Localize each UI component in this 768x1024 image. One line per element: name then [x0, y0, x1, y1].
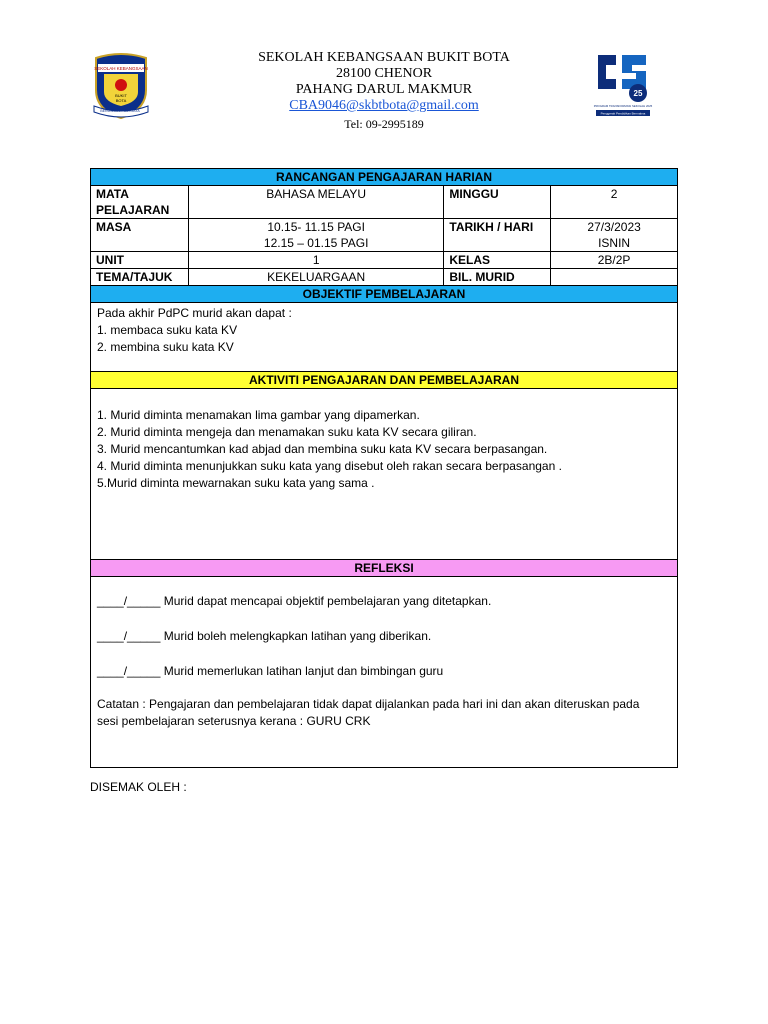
- rph-title-bar: RANCANGAN PENGAJARAN HARIAN: [91, 169, 678, 186]
- logo-number: 25: [633, 89, 643, 98]
- objektif-bar: OBJEKTIF PEMBELAJARAN: [91, 286, 678, 303]
- logo-program-text: PROGRAM TRANSFORMASI SEKOLAH 2025: [593, 104, 653, 108]
- aktiviti-item-4: 4. Murid diminta menunjukkan suku kata yang disebut oleh rakan secara berpasangan .: [97, 459, 562, 473]
- label-mata-pelajaran: MATA PELAJARAN: [91, 186, 189, 219]
- row-masa: [91, 219, 678, 252]
- school-name: SEKOLAH KEBANGSAAN BUKIT BOTA: [258, 50, 510, 65]
- school-email-link[interactable]: CBA9046@skbtbota@gmail.com: [289, 98, 479, 113]
- crest-text-bota: BOTA: [115, 98, 127, 103]
- value-kelas: 2B/2P: [551, 252, 678, 269]
- row-unit: [91, 252, 678, 269]
- crest-text-bukit: BUKIT: [115, 93, 127, 98]
- masa-line-2: 12.15 – 01.15 PAGI: [263, 236, 369, 250]
- refleksi-content: [91, 577, 678, 768]
- objektif-item-2: 2. membina suku kata KV: [97, 340, 234, 354]
- value-tema: KEKELUARGAAN: [188, 269, 443, 286]
- crest-text-top: SEKOLAH KEBANGSAAN: [94, 66, 148, 71]
- masa-line-1: 10.15- 11.15 PAGI: [267, 220, 365, 234]
- crest-motto-1: BERUSAHA: [100, 109, 120, 113]
- aktiviti-item-1: 1. Murid diminta menamakan lima gambar yang dipamerkan.: [97, 408, 420, 422]
- aktiviti-item-3: 3. Murid mencantumkan kad abjad dan membina suku kata KV secara berpasangan.: [97, 442, 548, 456]
- row-tema: [91, 269, 678, 286]
- aktiviti-item-5: 5.Murid diminta mewarnakan suku kata yang sama .: [97, 476, 375, 490]
- value-tarikh-hari: [551, 219, 678, 252]
- objektif-content: [91, 303, 678, 372]
- transformation-logo-icon: [592, 47, 654, 120]
- label-minggu: MINGGU: [444, 186, 551, 219]
- label-tema: TEMA/TAJUK: [91, 269, 189, 286]
- objektif-intro: Pada akhir PdPC murid akan dapat :: [97, 306, 292, 320]
- refleksi-item-3: ____/_____ Murid memerlukan latihan lanjut dan bimbingan guru: [97, 664, 444, 678]
- school-state: PAHANG DARUL MAKMUR: [295, 82, 473, 97]
- catatan-line-1: Catatan : Pengajaran dan pembelajaran tidak dapat dijalankan pada hari ini dan akan diteruskan pada: [97, 697, 640, 711]
- crest-motto-2: BERJAYA: [124, 109, 140, 113]
- label-unit: UNIT: [91, 252, 189, 269]
- label-tarikh-hari: TARIKH / HARI: [444, 219, 551, 252]
- objektif-item-1: 1. membaca suku kata KV: [97, 323, 238, 337]
- tarikh-value: 27/3/2023: [587, 220, 641, 234]
- label-kelas: KELAS: [444, 252, 551, 269]
- value-minggu: 2: [551, 186, 678, 219]
- rph-table: [90, 168, 678, 768]
- school-tel: Tel: 09-2995189: [344, 117, 424, 131]
- refleksi-bar: REFLEKSI: [91, 560, 678, 577]
- value-unit: 1: [188, 252, 443, 269]
- disemak-label: DISEMAK OLEH :: [90, 780, 187, 794]
- aktiviti-content: [91, 389, 678, 560]
- refleksi-item-2: ____/_____ Murid boleh melengkapkan latihan yang diberikan.: [97, 629, 432, 643]
- logo-tagline: Penggerak Pendidikan Bermakna: [600, 111, 646, 116]
- row-mata-pelajaran: [91, 186, 678, 219]
- value-mata-pelajaran: BAHASA MELAYU: [188, 186, 443, 219]
- refleksi-item-1: ____/_____ Murid dapat mencapai objektif pembelajaran yang ditetapkan.: [97, 594, 492, 608]
- value-bil-murid: [551, 269, 678, 286]
- label-masa: MASA: [91, 219, 189, 252]
- label-bil-murid: BIL. MURID: [444, 269, 551, 286]
- hari-value: ISNIN: [598, 236, 631, 250]
- school-postcode: 28100 CHENOR: [335, 66, 433, 81]
- catatan-line-2: sesi pembelajaran seterusnya kerana : GURU CRK: [97, 714, 371, 728]
- aktiviti-item-2: 2. Murid diminta mengeja dan menamakan suku kata KV secara giliran.: [97, 425, 477, 439]
- aktiviti-bar: AKTIVITI PENGAJARAN DAN PEMBELAJARAN: [91, 372, 678, 389]
- value-masa: [188, 219, 443, 252]
